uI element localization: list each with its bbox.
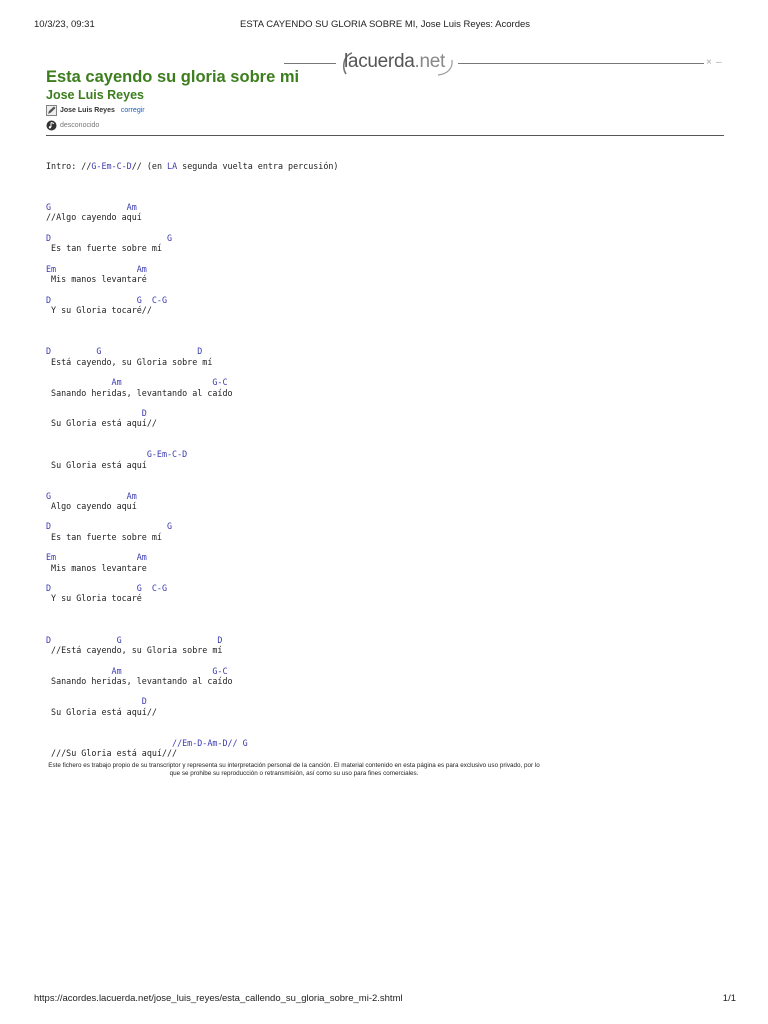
status-text: desconocido xyxy=(60,122,100,129)
sheet-lines xyxy=(46,171,726,758)
logo-divider-left xyxy=(284,63,336,64)
chord-line[interactable]: G Am xyxy=(46,202,137,213)
chord-line[interactable]: D xyxy=(46,408,147,419)
print-page-title: ESTA CAYENDO SU GLORIA SOBRE MI, Jose Luis Reyes: Acordes xyxy=(239,19,531,30)
lacuerda-logo[interactable] xyxy=(340,50,456,78)
lyric-line: Está cayendo, su Gloria sobre mí xyxy=(46,356,213,367)
chord-line[interactable]: Em Am xyxy=(46,263,147,274)
intro-chords[interactable]: G-Em-C-D xyxy=(91,161,132,171)
line-spacer xyxy=(46,223,726,233)
chord-line[interactable]: Em Am xyxy=(46,552,147,563)
lyric-line: Y su Gloria tocaré// xyxy=(46,305,152,316)
lyric-line: Su Gloria está aquí// xyxy=(46,706,157,717)
lyric-line: //Algo cayendo aquí xyxy=(46,212,142,223)
intro-prefix: Intro: // xyxy=(46,161,92,171)
line-spacer xyxy=(46,171,726,202)
lyric-line: //Está cayendo, su Gloria sobre mí xyxy=(46,644,223,655)
author-row xyxy=(46,105,145,116)
line-spacer xyxy=(46,686,726,696)
print-datetime: 10/3/23, 09:31 xyxy=(34,19,95,30)
minimize-icon[interactable]: – xyxy=(716,57,722,68)
chord-line[interactable]: D xyxy=(46,696,147,707)
logo-main: lacuerda xyxy=(344,51,415,72)
lyric-line: ///Su Gloria está aquí/// xyxy=(46,747,178,758)
lyric-line: Su Gloria está aquí xyxy=(46,459,147,470)
line-spacer xyxy=(46,398,726,408)
close-icon[interactable]: × xyxy=(706,57,712,68)
line-spacer xyxy=(46,315,726,346)
chord-line[interactable]: D G C-G xyxy=(46,294,168,305)
intro-suffix: segunda vuelta entra percusión) xyxy=(177,161,339,171)
logo-divider-right xyxy=(458,63,704,64)
pencil-edit-icon xyxy=(46,105,57,116)
lyric-line: Su Gloria está aquí// xyxy=(46,418,157,429)
chord-line[interactable]: //Em-D-Am-D// G xyxy=(46,737,248,748)
line-spacer xyxy=(46,573,726,583)
lyric-line: Es tan fuerte sobre mí xyxy=(46,531,162,542)
edit-link[interactable]: corregir xyxy=(120,107,145,114)
chord-line[interactable]: D G C-G xyxy=(46,583,168,594)
author-name[interactable]: Jose Luis Reyes xyxy=(60,107,115,114)
intro-middle: // (en xyxy=(131,161,168,171)
lyric-line: Mis manos levantare xyxy=(46,562,147,573)
chord-line[interactable]: D G xyxy=(46,233,173,244)
line-spacer xyxy=(46,542,726,552)
chord-line[interactable]: Am G-C xyxy=(46,377,228,388)
line-spacer xyxy=(46,470,726,491)
line-spacer xyxy=(46,717,726,738)
logo-suffix: .net xyxy=(414,51,445,72)
line-spacer xyxy=(46,655,726,665)
lyric-line: Mis manos levantaré xyxy=(46,274,147,285)
lyric-line: Sanando heridas, levantando al caído xyxy=(46,675,233,686)
intro-key-chord[interactable]: LA xyxy=(167,161,178,171)
chord-line[interactable]: G-Em-C-D xyxy=(46,449,188,460)
lyric-line: Y su Gloria tocaré xyxy=(46,593,142,604)
page-count: 1/1 xyxy=(722,993,736,1004)
line-spacer xyxy=(46,254,726,264)
lyric-line: Sanando heridas, levantando al caído xyxy=(46,387,233,398)
lyric-line: Es tan fuerte sobre mí xyxy=(46,243,162,254)
artist-link[interactable]: Jose Luis Reyes xyxy=(46,88,144,102)
chord-line[interactable]: G Am xyxy=(46,490,137,501)
page-url: https://acordes.lacuerda.net/jose_luis_reyes/esta_callendo_su_gloria_sobre_mi-2.shtml xyxy=(34,993,403,1004)
song-title: Esta cayendo su gloria sobre mi xyxy=(46,68,300,86)
intro-line xyxy=(46,161,726,171)
header-divider xyxy=(46,135,724,136)
chord-line[interactable]: D G D xyxy=(46,346,203,357)
status-row xyxy=(46,120,99,131)
line-spacer xyxy=(46,429,726,450)
chord-line[interactable]: D G xyxy=(46,521,173,532)
line-spacer xyxy=(46,285,726,295)
line-spacer xyxy=(46,604,726,635)
line-spacer xyxy=(46,367,726,377)
logo-text xyxy=(344,51,445,73)
lyric-line: Algo cayendo aquí xyxy=(46,500,137,511)
music-disc-icon xyxy=(46,120,57,131)
chord-line[interactable]: D G D xyxy=(46,634,223,645)
chord-line[interactable]: Am G-C xyxy=(46,665,228,676)
chord-sheet xyxy=(46,161,726,758)
copyright-disclaimer: Este fichero es trabajo propio de su transcriptor y representa su interpretación personal de la canción. El material contenido en esta página es para exclusivo uso privado, por lo que se prohibe su reproducción o retransmisión, así como su uso para fines comerciales. xyxy=(48,762,540,778)
line-spacer xyxy=(46,511,726,521)
